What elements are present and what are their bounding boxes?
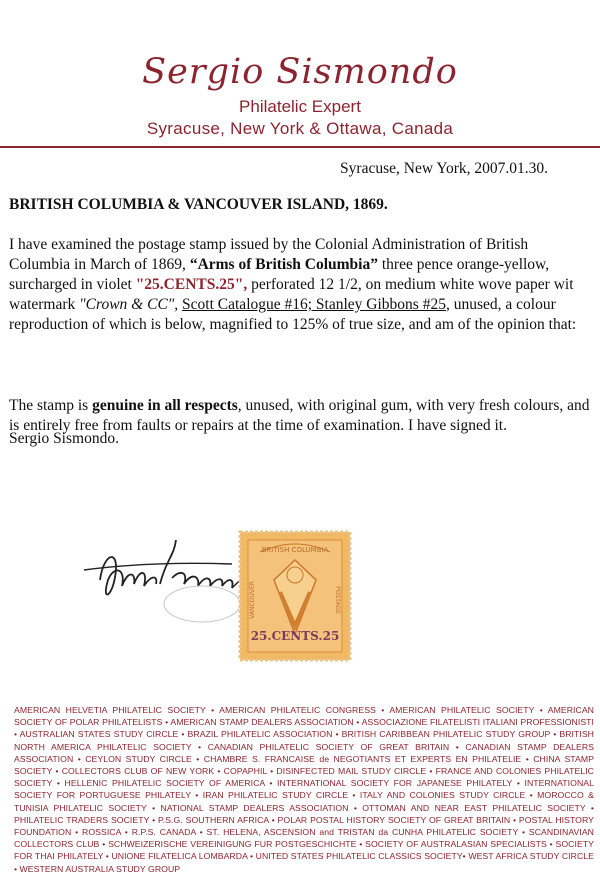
signoff: Sergio Sismondo. — [9, 430, 119, 447]
certificate-date: Syracuse, New York, 2007.01.30. — [340, 160, 548, 177]
expert-location: Syracuse, New York & Ottawa, Canada — [146, 119, 454, 138]
stamp-surcharge: 25.CENTS.25 — [250, 629, 340, 643]
stamp-right-text: POSTAGE — [334, 586, 341, 614]
stamp-top-text: BRITISH COLUMBIA — [261, 546, 329, 554]
stamp-left-text: VANCOUVER — [249, 581, 256, 619]
stamp-image — [238, 530, 352, 662]
expert-role: Philatelic Expert — [239, 97, 361, 116]
affiliated-societies: AMERICAN HELVETIA PHILATELIC SOCIETY • AMERICAN PHILATELIC CONGRESS • AMERICAN PHILATELIC SOCIETY • AMERICAN SOCIETY OF POLAR PHILATELISTS • AMERICAN STAMP DEALERS ASSOCIATION • ASSOCIAZIONE FILATELISTI ITALIANI PROFESSIONISTI • AUSTRALIAN STATES STUDY CIRCLE • BRAZIL PHILATELIC ASSOCIATION • BRITISH CARIBBEAN PHILATELIC STUDY GROUP • BRITISH NORTH AMERICA PHILATELIC SOCIETY • CANADIAN PHILATELIC SOCIETY OF GREAT BRITAIN • CANADIAN STAMP DEALERS ASSOCIATION • CEYLON STUDY CIRCLE • CHAMBRE S. FRANCAISE de NEGOTIANTS ET EXPERTS EN PHILATELIE • CHINA STAMP SOCIETY • COLLECTORS CLUB OF NEW YORK • COPAPHIL • DISINFECTED MAIL STUDY CIRCLE • FRANCE AND COLONIES PHILATELIC SOCIETY • HELLENIC PHILATELIC SOCIETY OF AMERICA • INTERNATIONAL SOCIETY FOR JAPANESE PHILATELY • INTERNATIONAL SOCIETY FOR PORTUGUESE PHILATELY • IRAN PHILATELIC STUDY CIRCLE • ITALY AND COLONIES STUDY CIRCLE • MOROCCO & TUNISIA PHILATELIC SOCIETY • NATIONAL STAMP DEALERS ASSOCIATION • OTTOMAN AND NEAR EAST PHILATELIC SOCIETY • PHILATELIC TRADERS SOCIETY • P.S.G. SOUTHERN AFRICA • POLAR POSTAL HISTORY SOCIETY OF GREAT BRITAIN • POSTAL HISTORY FOUNDATION • ROSSICA • R.P.S. CANADA • ST. HELENA, ASCENSION and TRISTAN da CUNHA PHILATELIC SOCIETY • SCANDINAVIAN COLLECTORS CLUB • SCHWEIZERISCHE VEREINIGUNG FUR POSTGESCHICHTE • SOCIETY OF AUSTRALASIAN SPECIALISTS • SOCIETY FOR THAI PHILATELY • UNIONE FILATELICA LOMBARDA • UNITED STATES PHILATELIC CLASSICS SOCIETY• WEST AFRICA STUDY CIRCLE • WESTERN AUSTRALIA STUDY GROUP — [14, 705, 594, 874]
examination-paragraph: I have examined the postage stamp issued by the Colonial Administration of British Columbia in March of 1869, “Arms of British Columbia” three pence orange-yellow, surcharged in violet "25.CENTS.25", perforated 12 1/2, on medium white wove paper wit watermark "Crown & CC", Scott Catalogue #16; Stanley Gibbons #25, unused, a colour reproduction of which is below, magnified to 125% of true size, and am of the opinion that: — [9, 236, 577, 333]
header-divider — [0, 146, 600, 148]
opinion-paragraph: The stamp is genuine in all respects, unused, with original gum, with very fresh colours, and is entirely free from faults or repairs at the time of examination. I have signed it. — [9, 397, 590, 434]
certificate-title: BRITISH COLUMBIA & VANCOUVER ISLAND, 1869. — [9, 196, 388, 213]
letterhead — [0, 0, 600, 148]
expert-name: Sergio Sismondo — [142, 52, 458, 92]
